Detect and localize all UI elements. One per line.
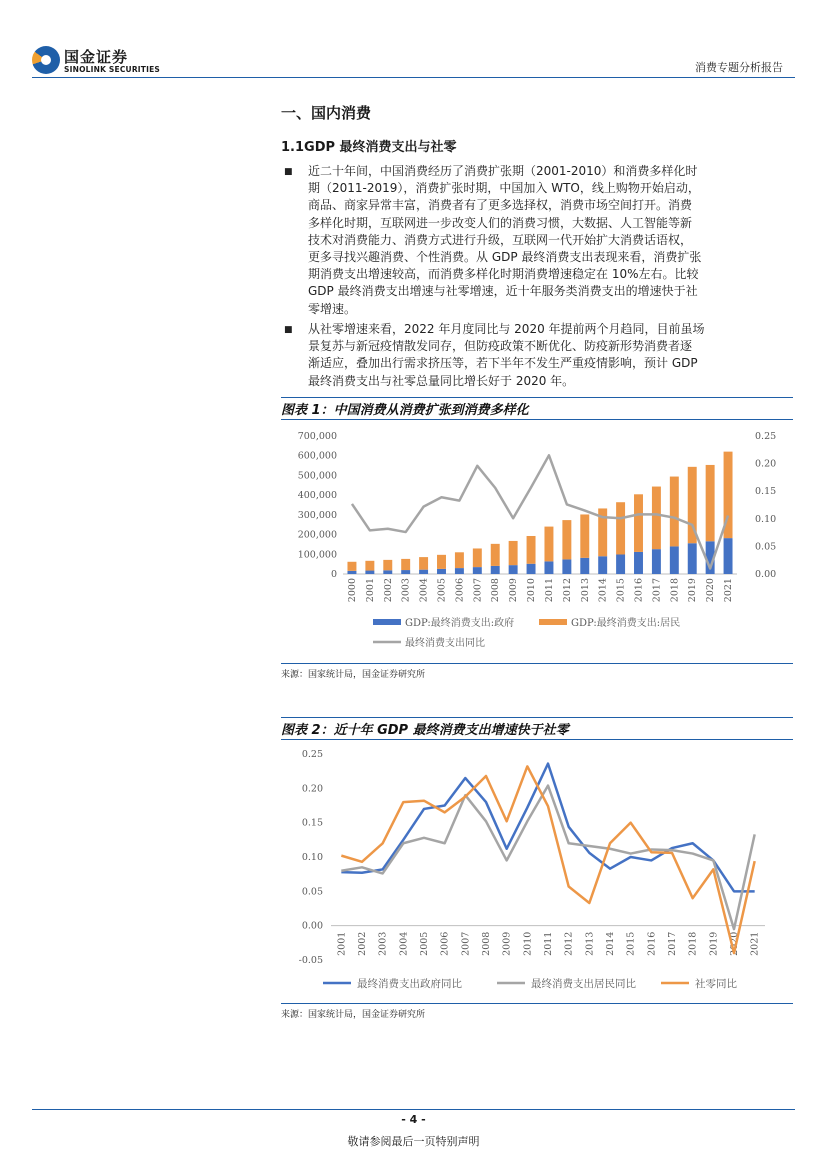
legend-label: 社零同比 (695, 978, 737, 990)
x-tick-label: 2005 (419, 931, 430, 956)
legend-swatch (373, 619, 401, 625)
bar-resident (473, 548, 482, 567)
bar-government (383, 570, 392, 574)
y-tick-label: 600,000 (297, 450, 337, 462)
bar-government (491, 566, 500, 574)
line-series-2 (341, 766, 754, 953)
x-tick-label: 2013 (579, 578, 591, 603)
page-number: - 4 - (401, 1113, 426, 1126)
y-tick-label: 300,000 (297, 509, 337, 521)
bar-resident (437, 555, 446, 569)
y-tick-label: 200,000 (297, 529, 337, 541)
x-tick-label: 2016 (633, 578, 645, 603)
legend-label: 最终消费支出同比 (405, 638, 485, 649)
x-tick-label: 2020 (705, 578, 717, 603)
x-tick-label: 2017 (667, 931, 678, 956)
paragraph-line: 期（2011-2019），消费扩张时期，中国加入 WTO，线上购物开始启动， (308, 181, 700, 196)
x-tick-label: 2020 (729, 931, 740, 956)
figure1-source: 来源：国家统计局，国金证券研究所 (281, 670, 426, 680)
figure1-top-rule (281, 397, 793, 398)
y2-tick-label: 0.10 (755, 513, 777, 525)
x-tick-label: 2002 (357, 931, 368, 956)
paragraph-line: 零增速。 (308, 301, 357, 316)
x-tick-label: 2012 (563, 931, 575, 956)
paragraph-line: GDP 最终消费支出增速与社零增速，近十年服务类消费支出的增速快于社 (308, 284, 698, 299)
x-tick-label: 2018 (669, 578, 681, 603)
y-tick-label: 500,000 (297, 470, 337, 482)
x-tick-label: 2010 (522, 931, 534, 956)
x-tick-label: 2008 (490, 578, 502, 603)
x-tick-label: 2003 (400, 578, 412, 603)
header-divider (32, 77, 795, 78)
paragraph-line: 最终消费支出与社零总量同比增长好于 2020 年。 (308, 373, 575, 388)
y-tick-label: 700,000 (297, 431, 337, 442)
bar-government (527, 564, 536, 574)
x-tick-label: 2004 (398, 931, 410, 956)
x-tick-label: 2004 (418, 578, 430, 603)
y2-tick-label: 0.15 (755, 486, 777, 498)
paragraph-line: 渐适应，叠加出行需求挤压等，若下半年不发生严重疫情影响，预计 GDP (308, 356, 698, 371)
legend-label: GDP:最终消费支出:政府 (405, 618, 515, 629)
paragraph-line: 技术对消费能力、消费方式进行升级，互联网一代开始扩大消费话语权， (308, 232, 693, 247)
legend-swatch (539, 619, 567, 625)
legend-label: GDP:最终消费支出:居民 (571, 618, 681, 629)
x-tick-label: 2009 (508, 578, 520, 603)
bar-government (634, 552, 643, 574)
y2-tick-label: 0.00 (755, 569, 777, 580)
bar-resident (491, 544, 500, 566)
y-tick-label: 0 (330, 569, 337, 580)
paragraph-line: 景复苏与新冠疫情散发同存，但防疫政策不断优化、防疫新形势消费者逐 (308, 339, 693, 354)
figure1-bottom-rule (281, 663, 793, 664)
company-name-cn: 国金证券 (64, 48, 129, 66)
bar-resident (383, 560, 392, 570)
bar-resident (419, 557, 428, 570)
bar-resident (634, 494, 643, 552)
bar-government (688, 543, 697, 574)
figure1-title-rule (281, 419, 793, 420)
paragraph-1 (308, 163, 784, 318)
x-tick-label: 2009 (501, 931, 513, 956)
figure1-title: 图表 1：中国消费从消费扩张到消费多样化 (281, 403, 529, 418)
x-tick-label: 2013 (584, 931, 596, 956)
paragraph-line: 近二十年间，中国消费经历了消费扩张期（2001-2010）和消费多样化时 (308, 164, 698, 178)
bar-resident (455, 552, 464, 568)
bar-government (365, 571, 374, 574)
x-tick-label: 2008 (481, 931, 492, 956)
paragraph-2 (308, 321, 784, 390)
y2-tick-label: 0.05 (755, 541, 777, 553)
bar-resident (509, 541, 518, 565)
bar-resident (616, 502, 625, 554)
x-tick-label: 2019 (687, 578, 699, 603)
footer-divider (32, 1109, 795, 1110)
x-tick-label: 2015 (615, 578, 627, 603)
figure2-chart (281, 742, 793, 1002)
bar-resident (562, 520, 571, 559)
paragraph-line: 期消费支出增速较高，而消费多样化时期消费增速稳定在 10%左右。比较 (308, 267, 699, 282)
x-tick-label: 2021 (723, 578, 735, 603)
x-tick-label: 2011 (543, 578, 555, 603)
bar-resident (347, 562, 356, 571)
bar-resident (706, 465, 715, 541)
section-subtitle: 1.1GDP 最终消费支出与社零 (281, 140, 457, 155)
paragraph-line: 多样化时期，互联网进一步改变人们的消费习惯，大数据、人工智能等新 (308, 215, 693, 230)
company-name-en: SINOLINK SECURITIES (64, 65, 161, 74)
paragraph-line: 从社零增速来看，2022 年月度同比与 2020 年提前两个月趋同，目前虽场 (308, 322, 705, 336)
x-tick-label: 2007 (460, 931, 472, 956)
bar-government (473, 567, 482, 574)
bullet-icon: ■ (284, 167, 293, 177)
x-tick-label: 2003 (377, 931, 389, 956)
x-tick-label: 2010 (526, 578, 538, 603)
x-tick-label: 2016 (646, 931, 658, 956)
bar-government (455, 568, 464, 574)
bar-government (347, 571, 356, 574)
x-tick-label: 2006 (439, 931, 451, 956)
bar-government (509, 565, 518, 574)
bar-resident (652, 487, 661, 550)
bar-government (652, 549, 661, 574)
paragraph-line: 更多寻找兴趣消费、个性消费。从 GDP 最终消费支出表现来看，消费扩张 (308, 250, 702, 265)
y-tick-label: 0.05 (301, 886, 323, 898)
figure2-bottom-rule (281, 1003, 793, 1004)
x-tick-label: 2002 (382, 578, 394, 603)
legend-label: 最终消费支出政府同比 (357, 978, 462, 990)
bar-government (562, 559, 571, 574)
x-tick-label: 2005 (436, 578, 448, 603)
bar-government (544, 561, 553, 574)
bar-resident (670, 477, 679, 547)
y-tick-label: 0.20 (301, 783, 323, 795)
x-tick-label: 2021 (749, 931, 761, 956)
x-tick-label: 2007 (472, 578, 484, 603)
y-tick-label: 100,000 (297, 549, 337, 561)
bar-government (580, 558, 589, 574)
y-tick-label: 0.10 (301, 852, 323, 863)
bar-government (401, 570, 410, 574)
x-tick-label: 2012 (561, 578, 573, 603)
y2-tick-label: 0.25 (755, 431, 777, 442)
bar-resident (580, 514, 589, 557)
bar-government (598, 556, 607, 574)
bar-government (419, 570, 428, 574)
bar-resident (365, 561, 374, 571)
bar-government (724, 538, 733, 574)
y-tick-label: 0.25 (301, 749, 323, 760)
figure2-title-rule (281, 739, 793, 740)
bar-resident (544, 527, 553, 562)
company-logo-icon (32, 46, 60, 74)
y-tick-label: -0.05 (298, 955, 323, 966)
bar-government (616, 554, 625, 574)
x-tick-label: 2014 (605, 931, 616, 956)
footer-disclaimer: 敬请参阅最后一页特别声明 (347, 1135, 480, 1148)
y2-tick-label: 0.20 (755, 458, 777, 470)
y-tick-label: 0.15 (301, 817, 323, 829)
line-series-0 (341, 764, 754, 892)
bar-government (670, 546, 679, 574)
paragraph-line: 商品、商家异常丰富，消费者有了更多选择权，消费市场空间打开。消费 (308, 198, 693, 213)
x-tick-label: 2017 (651, 578, 663, 603)
section-title: 一、国内消费 (281, 104, 372, 122)
figure1-chart (281, 422, 793, 662)
x-tick-label: 2011 (543, 931, 554, 956)
bar-government (437, 569, 446, 574)
bar-resident (527, 536, 536, 564)
bar-resident (401, 559, 410, 570)
x-tick-label: 2001 (336, 931, 348, 956)
x-tick-label: 2015 (625, 931, 637, 956)
y-tick-label: 0.00 (301, 920, 323, 932)
y-tick-label: 400,000 (297, 490, 337, 502)
x-tick-label: 2006 (454, 578, 466, 603)
figure2-source: 来源：国家统计局，国金证券研究所 (281, 1010, 426, 1020)
report-type: 消费专题分析报告 (695, 61, 783, 74)
legend-label: 最终消费支出居民同比 (531, 978, 636, 990)
x-tick-label: 2018 (687, 931, 699, 956)
x-tick-label: 2000 (346, 578, 358, 603)
x-tick-label: 2019 (708, 931, 720, 956)
figure2-title: 图表 2：近十年 GDP 最终消费支出增速快于社零 (281, 723, 569, 738)
bullet-icon: ■ (284, 325, 293, 335)
figure2-top-rule (281, 717, 793, 718)
x-tick-label: 2001 (364, 578, 376, 603)
x-tick-label: 2014 (597, 578, 609, 603)
